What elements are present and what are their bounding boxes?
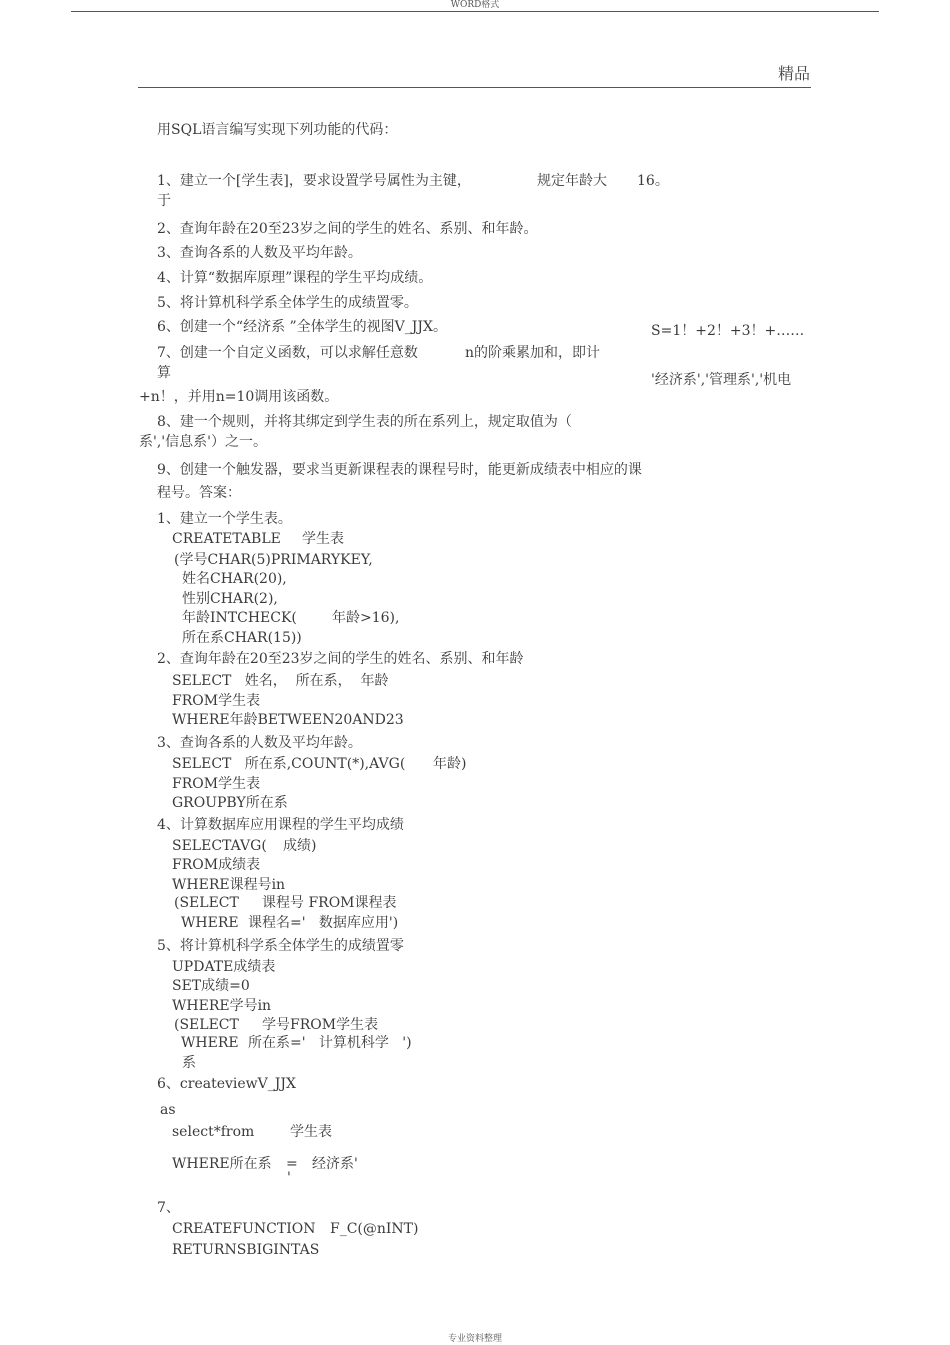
answer-6-code-line: 经济系'	[312, 1156, 358, 1172]
answer-2-heading: 2、查询年龄在20至23岁之间的学生的姓名、系别、和年龄	[157, 651, 524, 667]
question-7-line-c: 算	[157, 365, 171, 381]
answer-1-heading: 1、建立一个学生表。	[157, 511, 292, 527]
answer-5-code-line: SET成绩=0	[172, 978, 250, 994]
answer-5-code-line: WHERE	[181, 1035, 239, 1051]
doc-header-label: WORD格式	[450, 0, 500, 10]
answer-1-code-line: 学生表	[302, 531, 344, 547]
section-rule	[138, 87, 811, 88]
answer-4-code-line: 课程名=' 数据库应用')	[248, 915, 399, 931]
answer-5-code-line: (SELECT	[174, 1017, 239, 1033]
question-1-line-a: 1、建立一个[学生表]，要求设置学号属性为主键，	[157, 173, 471, 189]
answer-5-heading: 5、将计算机科学系全体学生的成绩置零	[157, 938, 404, 954]
answer-5-code-line: 所在系=' 计算机科学 ')	[248, 1035, 412, 1051]
answer-7-heading: 7、	[157, 1200, 180, 1216]
answer-3-code-line: SELECT 所在系,COUNT(*),AVG(	[172, 756, 406, 772]
question-7-line-d: +n！，并用n=10调用该函数。	[139, 389, 339, 405]
answer-6-code-line: WHERE所在系	[172, 1156, 272, 1172]
answer-4-code-line: 课程号 FROM课程表	[262, 895, 397, 911]
question-1-line-d: 于	[157, 193, 171, 209]
answer-7-code-line: RETURNSBIGINTAS	[172, 1242, 320, 1258]
answer-4-heading: 4、计算数据库应用课程的学生平均成绩	[157, 817, 404, 833]
answer-1-code-line: 年龄INTCHECK(	[182, 610, 297, 626]
answer-4-code-line: SELECTAVG(	[172, 838, 267, 854]
answer-4-code-line: FROM成绩表	[172, 857, 261, 873]
answer-6-code-line: as	[160, 1102, 176, 1118]
answer-2-code-line: SELECT 姓名， 所在系， 年龄	[172, 673, 389, 689]
answer-6-code-line: =	[286, 1156, 298, 1172]
question-2: 2、查询年龄在20至23岁之间的学生的姓名、系别、和年龄。	[157, 221, 538, 237]
doc-footer-label: 专业资料整理	[447, 1334, 502, 1344]
answer-1-code-line: 所在系CHAR(15))	[182, 630, 302, 646]
question-1-line-c: 16。	[637, 173, 669, 189]
question-8-line-b: 系','信息系'）之一。	[139, 434, 267, 450]
answer-1-code-line: 年龄>16),	[332, 610, 400, 626]
question-8-line-a: 8、建一个规则，并将其绑定到学生表的所在系列上，规定取值为（	[157, 414, 572, 430]
answer-5-code-line: 系	[182, 1055, 196, 1071]
question-9-line-a: 9、创建一个触发器，要求当更新课程表的课程号时，能更新成绩表中相应的课	[157, 462, 642, 478]
answer-6-code-line: 学生表	[290, 1124, 332, 1140]
answer-4-code-line: WHERE	[181, 915, 239, 931]
answer-5-code-line: UPDATE成绩表	[172, 959, 276, 975]
answer-2-code-line: FROM学生表	[172, 693, 261, 709]
answer-6-code-line: '	[287, 1170, 291, 1186]
answer-1-code-line: 姓名CHAR(20),	[182, 571, 287, 587]
question-7-line-a: 7、创建一个自定义函数，可以求解任意数	[157, 345, 418, 361]
answer-6-heading: 6、createviewV_JJX	[157, 1076, 296, 1092]
answer-5-code-line: 学号FROM学生表	[262, 1017, 379, 1033]
answer-1-code-line: 性别CHAR(2),	[182, 591, 278, 607]
answer-4-code-line: 成绩)	[283, 838, 317, 854]
question-6-side-note: S=1！+2！+3！+……	[651, 323, 805, 339]
answer-1-code-line: (学号CHAR(5)PRIMARYKEY,	[174, 552, 373, 568]
answer-1-code-line: CREATETABLE	[172, 531, 281, 547]
question-3: 3、查询各系的人数及平均年龄。	[157, 245, 362, 261]
answer-3-code-line: GROUPBY所在系	[172, 795, 288, 811]
question-4: 4、计算“数据库原理”课程的学生平均成绩。	[157, 270, 433, 286]
question-9-line-b: 程号。答案：	[157, 485, 241, 501]
answer-4-code-line: (SELECT	[174, 895, 239, 911]
answer-3-heading: 3、查询各系的人数及平均年龄。	[157, 735, 362, 751]
answer-6-code-line: select*from	[172, 1124, 255, 1140]
answer-3-code-line: FROM学生表	[172, 776, 261, 792]
question-5: 5、将计算机科学系全体学生的成绩置零。	[157, 295, 418, 311]
question-7-line-b: n的阶乘累加和，即计	[465, 345, 601, 361]
answer-5-code-line: WHERE学号in	[172, 998, 272, 1014]
answer-2-code-line: WHERE年龄BETWEEN20AND23	[172, 712, 404, 728]
question-7-side-note: '经济系','管理系','机电	[651, 372, 792, 388]
answer-7-code-line: CREATEFUNCTION	[172, 1221, 316, 1237]
answer-7-code-line: F_C(@nINT)	[330, 1221, 419, 1237]
answer-3-code-line: 年龄)	[433, 756, 467, 772]
answer-4-code-line: WHERE课程号in	[172, 877, 286, 893]
question-6: 6、创建一个“经济系 ”全体学生的视图V_JJX。	[157, 319, 447, 335]
question-1-line-b: 规定年龄大	[537, 173, 607, 189]
header-right-label: 精品	[778, 64, 811, 83]
header-rule	[71, 11, 879, 12]
intro-text: 用SQL语言编写实现下列功能的代码：	[157, 122, 398, 138]
